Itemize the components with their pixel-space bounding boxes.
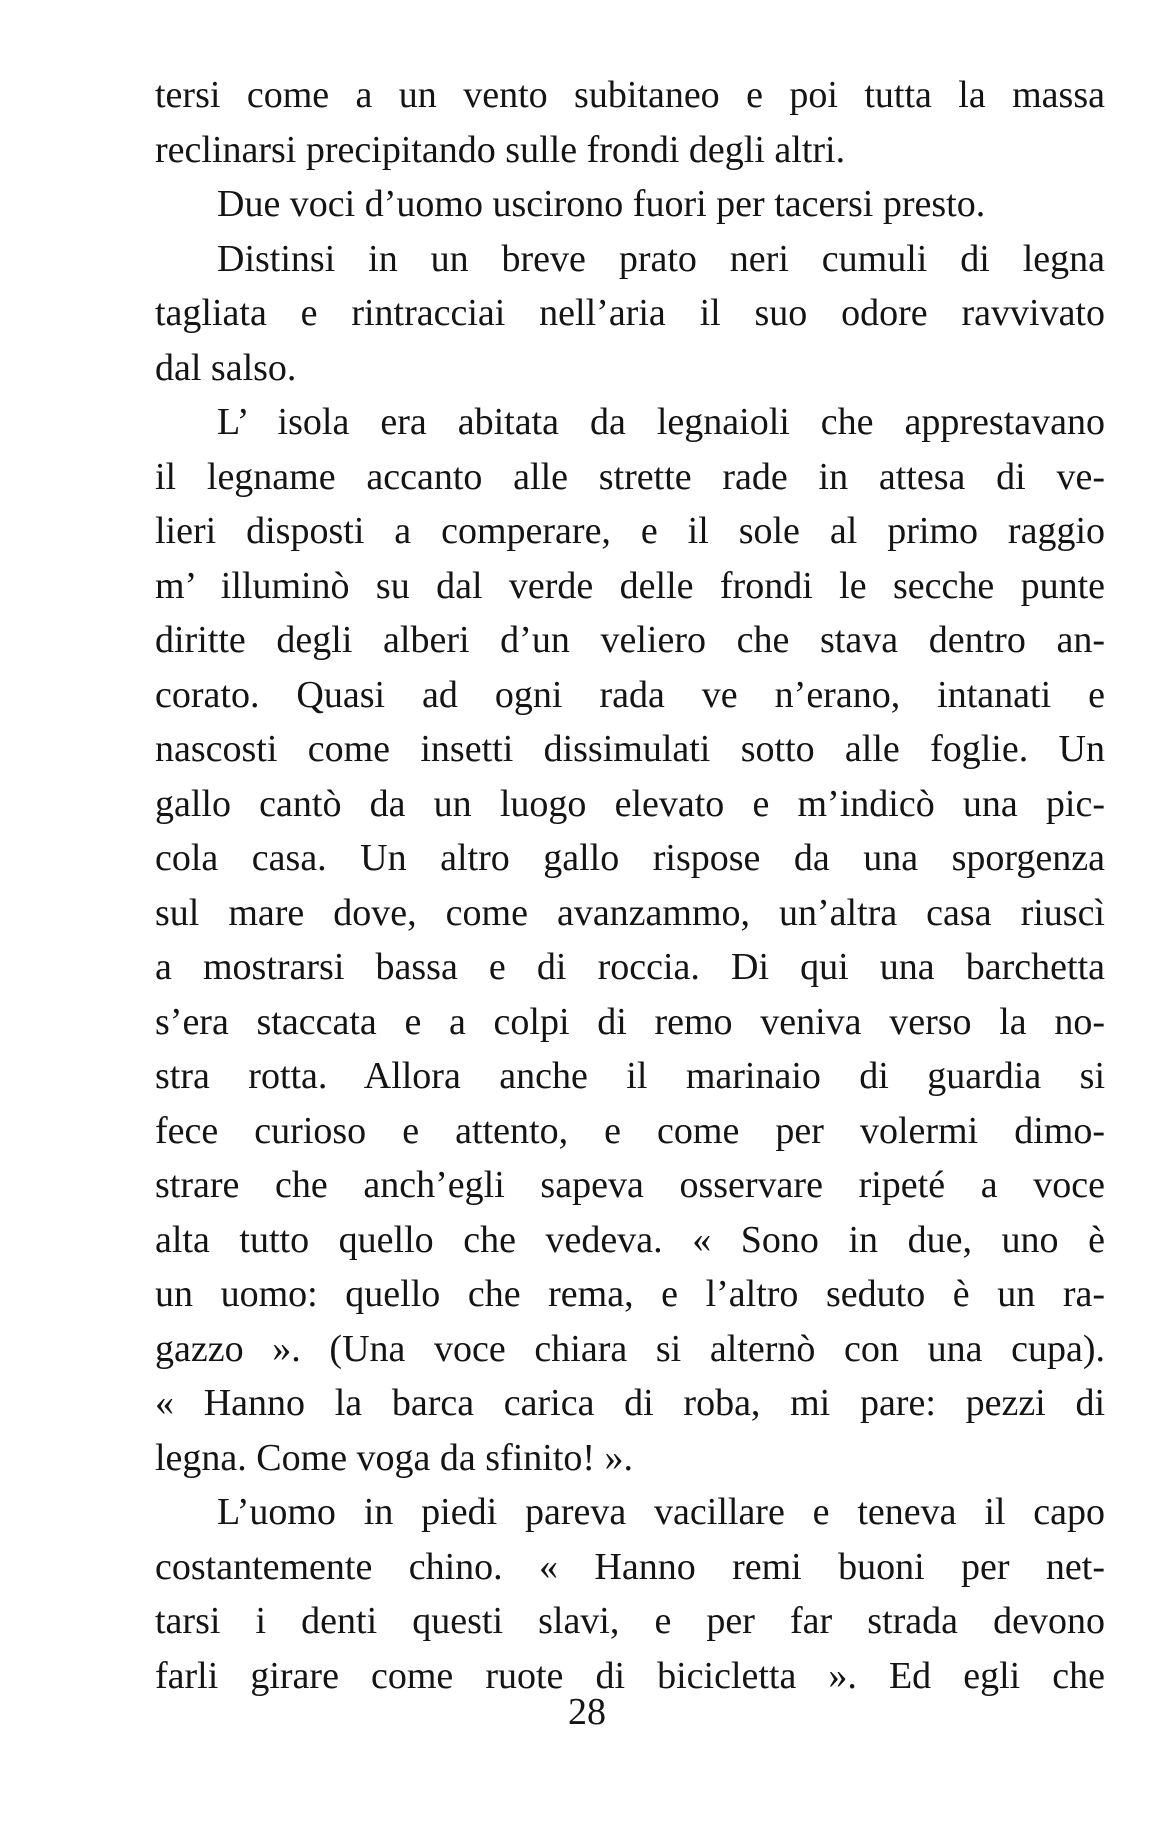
text-line: il legname accanto alle strette rade in attesa di ve- (155, 455, 1105, 498)
text-line: strare che anch’egli sapeva osservare ripeté a voce (155, 1164, 1105, 1206)
text-line: sul mare dove, come avanzammo, un’altra casa riuscì (155, 891, 1105, 934)
text-line: dal salso. (155, 346, 297, 389)
text-line: fece curioso e attento, e come per volermi dimo- (155, 1109, 1105, 1152)
text-line: cola casa. Un altro gallo rispose da una sporgenza (155, 837, 1105, 879)
text-line: nascosti come insetti dissimulati sotto alle foglie. Un (155, 728, 1105, 770)
text-line: gazzo ». (Una voce chiara si alternò con una cupa). (155, 1327, 1105, 1370)
text-line: s’era staccata e a colpi di remo veniva verso la no- (155, 1000, 1105, 1043)
text-line: tersi come a un vento subitaneo e poi tutta la massa (155, 74, 1105, 116)
text-line: alta tutto quello che vedeva. « Sono in due, uno è (155, 1218, 1105, 1261)
text-line: diritte degli alberi d’un veliero che stava dentro an- (155, 619, 1105, 661)
text-line: corato. Quasi ad ogni rada ve n’erano, intanati e (155, 673, 1105, 716)
text-line: stra rotta. Allora anche il marinaio di guardia si (155, 1055, 1105, 1097)
text-line: Distinsi in un breve prato neri cumuli di legna (217, 237, 1105, 280)
text-line: tarsi i denti questi slavi, e per far strada devono (155, 1600, 1105, 1642)
text-line: L’uomo in piedi pareva vacillare e teneva il capo (217, 1491, 1105, 1533)
text-line: m’ illuminò su dal verde delle frondi le secche punte (155, 564, 1105, 607)
text-line: farli girare come ruote di bicicletta ». Ed egli che (155, 1654, 1105, 1697)
text-line: a mostrarsi bassa e di roccia. Di qui una barchetta (155, 946, 1105, 988)
text-line: un uomo: quello che rema, e l’altro seduto è un ra- (155, 1273, 1105, 1315)
text-line: legna. Come voga da sfinito! ». (155, 1436, 634, 1479)
text-line: Due voci d’uomo uscirono fuori per tacersi presto. (217, 183, 986, 225)
text-line: tagliata e rintracciai nell’aria il suo odore ravvivato (155, 292, 1105, 334)
body-text (155, 68, 1105, 1703)
text-line: gallo cantò da un luogo elevato e m’indicò una pic- (155, 782, 1105, 825)
page-number: 28 (568, 1691, 606, 1733)
text-line: « Hanno la barca carica di roba, mi pare: pezzi di (155, 1382, 1105, 1424)
text-line: reclinarsi precipitando sulle frondi degli altri. (155, 128, 846, 171)
text-line: costantemente chino. « Hanno remi buoni per net- (155, 1545, 1105, 1588)
text-line: L’ isola era abitata da legnaioli che apprestavano (217, 401, 1105, 443)
text-line: lieri disposti a comperare, e il sole al primo raggio (155, 510, 1105, 552)
